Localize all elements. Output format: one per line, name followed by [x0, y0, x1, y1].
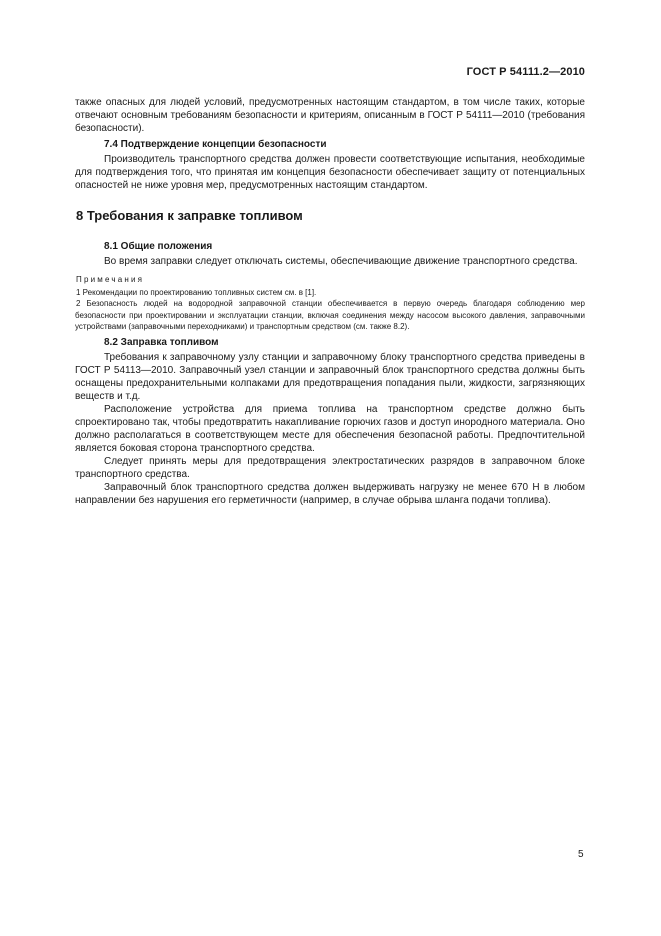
section-8-2-paragraph-1: Требования к заправочному узлу станции и заправочному блоку транспортного средства приведены в ГОСТ Р 54113—2010. Заправочный узел станции и заправочный блок транспортного средства должны быть оснащены предохранительными колпаками для предотвращения попадания пыли, жидкости, загрязняющих веществ и т.д. [75, 351, 585, 402]
note-1: 1 Рекомендации по проектированию топливных систем см. в [1]. [76, 287, 317, 297]
intro-paragraph: также опасных для людей условий, предусмотренных настоящим стандартом, в том числе таких, которые отвечают основным требованиям безопасности и критериям, описанным в ГОСТ Р 54111—2010 (требования безопасности). [75, 97, 585, 134]
section-7-4-paragraph: Производитель транспортного средства должен провести соответствующие испытания, необходимые для подтверждения того, что принятая им концепция безопасности обеспечивает защиту от потенциальных опасностей не ниже уровня мер, предусмотренных настоящим стандартом. [75, 154, 585, 191]
section-8-2-paragraph-2: Расположение устройства для приема топлива на транспортном средстве должно быть спроектировано так, чтобы предотвратить накапливание горючих газов и доступ инородного материала. Оно должно располагаться в соответствующем месте для обеспечения безопасной работы. Предпочтительной является боковая сторона транспортного средства. [75, 403, 585, 454]
section-8-2-heading: 8.2 Заправка топливом [104, 336, 219, 348]
notes-block [75, 274, 585, 333]
section-8-2-paragraph-4: Заправочный блок транспортного средства должен выдерживать нагрузку не менее 670 Н в любом направлении без нарушения его герметичности (например, в случае обрыва шланга подачи топлива). [75, 481, 585, 506]
section-8-heading: 8 Требования к заправке топливом [76, 208, 303, 223]
standard-code-header: ГОСТ Р 54111.2—2010 [466, 66, 585, 78]
document-body [75, 96, 585, 507]
section-8-1-paragraph: Во время заправки следует отключать системы, обеспечивающие движение транспортного средства. [104, 256, 578, 267]
section-7-4-heading: 7.4 Подтверждение концепции безопасности [104, 139, 327, 150]
section-8-2-paragraph-3: Следует принять меры для предотвращения электростатических разрядов в заправочном блоке транспортного средства. [75, 455, 585, 480]
notes-label: Примечания [76, 275, 145, 284]
note-2: 2 Безопасность людей на водородной заправочной станции обеспечивается в первую очередь благодаря соблюдению мер безопасности при проектировании и эксплуатации станции, включая соединения между насосом высокого давления, заправочными устройствами (заправочными переходниками) и транспортным средством (см. также 8.2). [75, 299, 585, 331]
page-number: 5 [578, 849, 584, 860]
section-8-1-heading: 8.1 Общие положения [104, 241, 213, 252]
